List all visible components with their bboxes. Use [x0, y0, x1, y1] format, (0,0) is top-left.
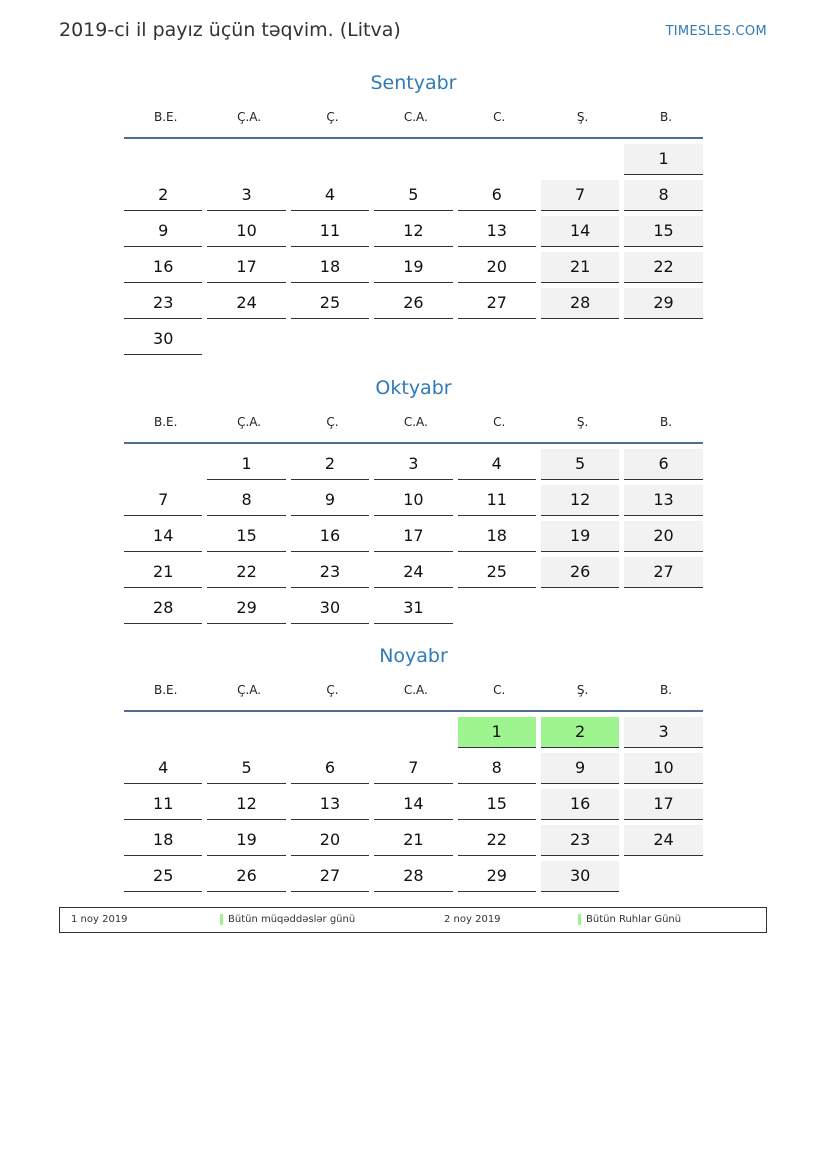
day-cell[interactable]: 29 [207, 593, 285, 624]
day-cell[interactable]: 15 [207, 521, 285, 552]
day-cell[interactable]: 27 [458, 288, 536, 319]
weekday-label: Ç. [326, 110, 339, 124]
day-cell[interactable]: 5 [541, 449, 619, 480]
holiday-day-cell[interactable]: 1 [458, 717, 536, 748]
weekday-label: C. [493, 110, 506, 124]
day-cell[interactable]: 3 [207, 180, 285, 211]
day-cell[interactable]: 28 [124, 593, 202, 624]
day-cell[interactable]: 2 [124, 180, 202, 211]
day-cell[interactable]: 18 [291, 252, 369, 283]
day-cell[interactable]: 21 [374, 825, 452, 856]
day-cell[interactable]: 22 [624, 252, 702, 283]
week-row [124, 789, 703, 825]
day-cell[interactable]: 5 [374, 180, 452, 211]
day-cell[interactable]: 25 [124, 861, 202, 892]
day-cell[interactable]: 1 [207, 449, 285, 480]
day-cell[interactable]: 27 [624, 557, 702, 588]
day-cell[interactable]: 26 [374, 288, 452, 319]
day-cell[interactable]: 13 [624, 485, 702, 516]
day-cell[interactable]: 9 [124, 216, 202, 247]
week-row [124, 825, 703, 861]
day-cell[interactable]: 21 [124, 557, 202, 588]
day-cell[interactable]: 18 [124, 825, 202, 856]
weekday-label: C. [493, 415, 506, 429]
day-cell[interactable]: 10 [624, 753, 702, 784]
day-cell[interactable]: 14 [541, 216, 619, 247]
week-row [124, 449, 703, 485]
month-september [124, 69, 703, 360]
weekday-label: B.E. [153, 415, 178, 429]
weeks [124, 712, 703, 897]
month-title: Oktyabr [375, 377, 452, 399]
day-cell[interactable]: 19 [207, 825, 285, 856]
day-cell[interactable]: 13 [458, 216, 536, 247]
day-cell[interactable]: 12 [207, 789, 285, 820]
weekday-label: Ç. [326, 683, 339, 697]
day-cell[interactable]: 23 [291, 557, 369, 588]
brand-link[interactable]: TIMESLES.COM [665, 24, 767, 39]
day-cell[interactable]: 18 [458, 521, 536, 552]
day-cell[interactable]: 25 [458, 557, 536, 588]
weekday-label: Ç. [326, 415, 339, 429]
day-cell[interactable]: 19 [374, 252, 452, 283]
day-cell[interactable]: 3 [374, 449, 452, 480]
week-row [124, 252, 703, 288]
legend-holiday-name: Bütün müqəddəslər günü [228, 914, 356, 925]
day-cell[interactable]: 30 [291, 593, 369, 624]
legend-date: 1 noy 2019 [71, 914, 128, 925]
legend-date: 2 noy 2019 [444, 914, 501, 925]
day-cell[interactable]: 26 [541, 557, 619, 588]
day-cell[interactable]: 24 [624, 825, 702, 856]
month-title: Noyabr [379, 645, 448, 667]
day-cell[interactable]: 24 [374, 557, 452, 588]
week-row [124, 288, 703, 324]
day-cell[interactable]: 26 [207, 861, 285, 892]
holiday-day-cell[interactable]: 2 [541, 717, 619, 748]
day-cell[interactable]: 10 [207, 216, 285, 247]
day-cell[interactable]: 15 [624, 216, 702, 247]
weekday-label: Ç.A. [237, 110, 262, 124]
day-cell[interactable]: 20 [291, 825, 369, 856]
day-cell[interactable]: 6 [624, 449, 702, 480]
day-cell[interactable]: 20 [458, 252, 536, 283]
day-cell[interactable]: 19 [541, 521, 619, 552]
weeks [124, 444, 703, 629]
weekday-label: Ş. [576, 415, 589, 429]
day-cell[interactable]: 11 [124, 789, 202, 820]
day-cell[interactable]: 7 [541, 180, 619, 211]
day-cell[interactable]: 27 [291, 861, 369, 892]
weekday-label: Ş. [576, 683, 589, 697]
month-october [124, 374, 703, 629]
week-row [124, 861, 703, 897]
week-row [124, 593, 703, 629]
page-title: 2019-ci il payız üçün təqvim. (Litva) [59, 19, 401, 41]
week-row [124, 216, 703, 252]
day-cell[interactable]: 17 [624, 789, 702, 820]
day-cell[interactable]: 16 [541, 789, 619, 820]
day-cell[interactable]: 23 [124, 288, 202, 319]
day-cell[interactable]: 22 [458, 825, 536, 856]
day-cell[interactable]: 16 [124, 252, 202, 283]
month-november [124, 642, 703, 897]
day-cell[interactable]: 16 [291, 521, 369, 552]
week-row [124, 557, 703, 593]
weekday-label: B. [660, 415, 673, 429]
day-cell[interactable]: 9 [541, 753, 619, 784]
day-cell[interactable]: 12 [541, 485, 619, 516]
day-cell[interactable]: 20 [624, 521, 702, 552]
day-cell[interactable]: 23 [541, 825, 619, 856]
day-cell[interactable]: 17 [207, 252, 285, 283]
day-cell[interactable]: 31 [374, 593, 452, 624]
weekday-label: C.A. [403, 415, 428, 429]
day-cell[interactable]: 28 [374, 861, 452, 892]
day-cell[interactable]: 10 [374, 485, 452, 516]
day-cell[interactable]: 12 [374, 216, 452, 247]
day-cell[interactable]: 28 [541, 288, 619, 319]
day-cell[interactable]: 30 [541, 861, 619, 892]
weekday-label: C. [493, 683, 506, 697]
day-cell[interactable]: 11 [291, 216, 369, 247]
day-cell[interactable]: 17 [374, 521, 452, 552]
week-row [124, 717, 703, 753]
week-row [124, 144, 703, 180]
day-cell[interactable]: 4 [124, 753, 202, 784]
day-cell[interactable]: 4 [458, 449, 536, 480]
day-cell[interactable]: 8 [624, 180, 702, 211]
day-cell[interactable]: 8 [458, 753, 536, 784]
day-cell[interactable]: 2 [291, 449, 369, 480]
day-cell[interactable]: 3 [624, 717, 702, 748]
week-row [124, 324, 703, 360]
weekday-label: C.A. [403, 110, 428, 124]
weekday-label: C.A. [403, 683, 428, 697]
day-cell[interactable]: 15 [458, 789, 536, 820]
weekday-header [124, 97, 703, 139]
day-cell[interactable]: 25 [291, 288, 369, 319]
day-cell[interactable]: 21 [541, 252, 619, 283]
holiday-legend [59, 907, 767, 933]
day-cell[interactable]: 14 [374, 789, 452, 820]
legend-color-marker [578, 914, 581, 925]
day-cell[interactable]: 9 [291, 485, 369, 516]
weekday-label: B. [660, 683, 673, 697]
day-cell[interactable]: 29 [624, 288, 702, 319]
week-row [124, 521, 703, 557]
day-cell[interactable]: 7 [374, 753, 452, 784]
weekday-label: B.E. [153, 683, 178, 697]
weeks [124, 139, 703, 360]
day-cell[interactable]: 7 [124, 485, 202, 516]
weekday-header [124, 402, 703, 444]
day-cell[interactable]: 22 [207, 557, 285, 588]
day-cell[interactable]: 13 [291, 789, 369, 820]
day-cell[interactable]: 11 [458, 485, 536, 516]
day-cell[interactable]: 29 [458, 861, 536, 892]
week-row [124, 180, 703, 216]
day-cell[interactable]: 5 [207, 753, 285, 784]
weekday-header [124, 670, 703, 712]
legend-color-marker [220, 914, 223, 925]
day-cell[interactable]: 8 [207, 485, 285, 516]
day-cell[interactable]: 30 [124, 324, 202, 355]
weekday-label: B.E. [153, 110, 178, 124]
day-cell[interactable]: 14 [124, 521, 202, 552]
day-cell[interactable]: 24 [207, 288, 285, 319]
month-title: Sentyabr [370, 72, 457, 94]
weekday-label: Ç.A. [237, 683, 262, 697]
day-cell[interactable]: 6 [458, 180, 536, 211]
week-row [124, 753, 703, 789]
day-cell[interactable]: 1 [624, 144, 702, 175]
legend-holiday-name: Bütün Ruhlar Günü [586, 914, 682, 925]
weekday-label: B. [660, 110, 673, 124]
day-cell[interactable]: 4 [291, 180, 369, 211]
weekday-label: Ç.A. [237, 415, 262, 429]
week-row [124, 485, 703, 521]
weekday-label: Ş. [576, 110, 589, 124]
day-cell[interactable]: 6 [291, 753, 369, 784]
